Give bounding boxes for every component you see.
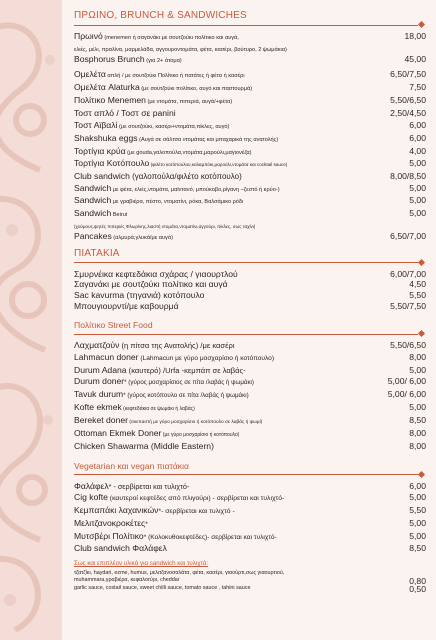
extras-heading: Σως και επιπλέον υλικά για sandwich και τυλιχτά: <box>74 559 209 567</box>
section-divider <box>74 331 426 337</box>
ornament-pattern <box>0 0 62 640</box>
list-item: Τορτίγια Κοτόπουλο (φιλέτο κοτόπουλου,καλαμπόκι,μαρούλι,ντομάτα και cocktail sauce) 5,00 <box>74 158 426 169</box>
list-item: Κεμπαπάκι λαχανικών*- σερβίρεται και τυλιχτό - 5,50 <box>74 505 426 516</box>
list-item: Μυτσβέρι Πολίτικο* (Κολοκυθοκεφτέδες)- σερβίρεται και τυλιχτό- 5,00 <box>74 530 426 541</box>
list-item: Sandwich Beirut 5,00 <box>74 208 426 219</box>
section-divider <box>74 260 426 266</box>
piatakia-list <box>74 269 426 312</box>
menu-content <box>74 10 426 593</box>
list-item: Sandwich με γραβιέρα, πέστο, ντοματίνι, ρόκα, Βαλσάμικο ρόδι 5,00 <box>74 195 426 206</box>
list-item: Durum Adana (καυτερό) /Urfa -κεμπάπ σε λαβάς- 5,00 <box>74 364 426 375</box>
list-item: Τοστ απλό / Τοστ σε panini 2,50/4,50 <box>74 107 426 118</box>
list-item: Club sandwich Φαλάφελ 8,50 <box>74 543 426 554</box>
list-item: Σμυρνέικα κεφτεδάκια σχάρας / γιαουρτλού 6,00/7,00 <box>74 268 426 279</box>
list-item: Πολίτικο Menemen (με ντομάτα, πιπεριά, αυγά/+φέτα) 5,50/6,50 <box>74 94 426 105</box>
list-item: Bosphorus Brunch (για 2+ άτομα) 45,00 <box>74 53 426 64</box>
list-item: Τοστ Αϊβαλί (με σουτζούκι, κασέρι+ντομάτα,πίκλες, αυγό) 6,00 <box>74 120 426 131</box>
list-item: Tavuk durum* (γύρος κοτόπουλο σε πίτα /λαβάς ή ψωμάκι) 5,00/ 6,00 <box>74 389 426 400</box>
list-item: Lahmacun doner (Lahmacun με γύρο μοσχαρίσιο ή κοτόπουλο) 8,00 <box>74 352 426 363</box>
list-item: Μελιτζανοκροκέτες* 5,00 <box>74 517 426 528</box>
extras-row: muhammara,γραβιέρα, κεφαλοτύρι, cheddar 0,80 <box>74 576 426 587</box>
section-divider <box>74 472 426 478</box>
section-title-vegetarian: Vegetarian και vegan πιατάκια <box>74 460 189 471</box>
list-item: Durum doner* (γύρος μοσχαρίσιος σε πίτα /λαβάς ή ψωμάκι) 5,00/ 6,00 <box>74 376 426 387</box>
extras-row: garlic sauce, costail sauce, sweet chilli sauce, tomato sauce , tahini sauce 0,50 <box>74 584 426 595</box>
section-title-street-food: Πολίτικο Street Food <box>74 320 153 331</box>
list-item: Kofte ekmek (κεφτεδάκια σε ψωμάκι ή λαβάς) 5,00 <box>74 401 426 412</box>
list-item: Λαχματζούν (η πίτσα της Ανατολής) /με κασέρι 5,50/6,50 <box>74 340 426 351</box>
list-item: ελιές, μέλι, πραλίνα, μαρμελάδα, αγγουροντομάτα, φέτα, κασέρι, βούτυρο, 2 ψωμάκια) <box>74 46 287 53</box>
list-item: Ottoman Ekmek Doner (με γύρο μοσχαρίσιο ή κοτόπουλο) 8,00 <box>74 428 426 439</box>
list-item: Μπουγιουρντί/με καβουρμά 5,50/7,50 <box>74 300 426 311</box>
street-food-list <box>74 340 426 451</box>
list-item: (χούμους,ψητές πιπεριές Φλωρίνης,λιαστή ντομάτα,ντοματίνι,αγγούρι, πίκλες, σως ταχίνι) <box>74 223 256 229</box>
section-divider <box>74 22 426 28</box>
list-item: Sandwich με φέτα, ελιές,ντομάτα, μαϊντανό, μπούκοβο,ρίγανη –ζεστό ή κρύο-) 5,00 <box>74 182 426 193</box>
list-item: Πρωινό (menemen ή σαγανάκι με σουτζούκι πολίτικο και αυγά, 18,00 <box>74 31 426 41</box>
section-title-piatakia: ΠΙΑΤΑΚΙΑ <box>74 247 120 259</box>
list-item: Sac kavurma (τηγανιά) κοτόπουλο 5,50 <box>74 289 426 300</box>
extras-line: τζατζίκι, haydari, ezme, humus, μελιτζανοσαλάτα, φέτα, κασέρι, γιαούρτι,σως γιαουρτιού, <box>74 569 285 576</box>
list-item: Τορτίγια κρύα (με gouda,γαλοπούλα,ντομάτα,μαρούλι,μαγιονέζα) 4,00 <box>74 145 426 156</box>
list-item: Pancakes (αλμυρά,γλυκά/με αυγά) 6,50/7,00 <box>74 230 426 241</box>
list-item: Bereket doner (σκεπαστή με γύρο μοσχαρίσιο ή κοτόπουλο σε λαβάς ή ψωμί) 8,50 <box>74 414 426 425</box>
list-item: Ομελέτα Alaturka (με σουτζούκι πολίτικο, αυγό και παστουρμά) 7,50 <box>74 82 426 93</box>
list-item: Σαγανάκι με σουτζούκι πολίτικο και αυγά 4,50 <box>74 279 426 290</box>
list-item: Chicken Shawarma (Middle Eastern) 8,00 <box>74 440 426 451</box>
section-title-breakfast: ΠΡΩΙΝΟ, BRUNCH & SANDWICHES <box>74 10 247 21</box>
list-item: Φαλάφελ* - σερβίρεται και τυλιχτό- 6,00 <box>74 480 426 491</box>
vegetarian-list <box>74 481 426 554</box>
extras-block <box>74 560 426 594</box>
decorative-sidebar <box>0 0 62 640</box>
list-item: Cig kofte (καυτεροί κεφτέδες από πλιγούρι) - σερβίρεται και τυλιχτό- 5,00 <box>74 492 426 503</box>
list-item: Club sandwich (γαλοπούλα/φιλέτο κοτόπουλο) 8,00/8,50 <box>74 171 426 182</box>
list-item: Ομελέτα απλή / με σουτζούκι Πολίτικο ή πατάτες ή φέτα ή κασέρι 6,50/7,50 <box>74 69 426 80</box>
breakfast-list <box>74 31 426 244</box>
list-item: Shakshuka eggs (Αυγά σε σάλτσα ντομάτας και μπαχαρικά της ανατολής) 6,00 <box>74 132 426 143</box>
